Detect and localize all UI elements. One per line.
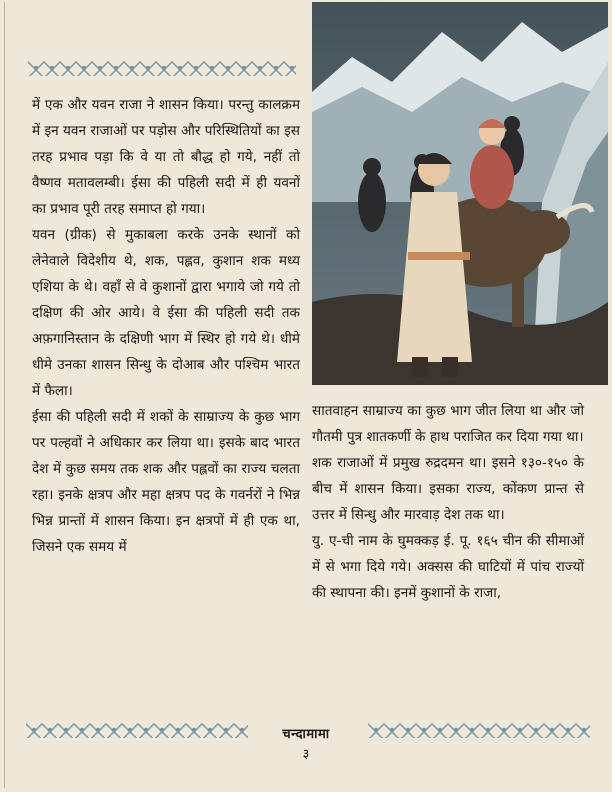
- paragraph: यु. ए-ची नाम के घुमक्कड़ ई. पू. १६५ चीन की सीमाओं में से भगा दिये गये। अक्सस की घाटियों में पांच राज्यों की स्थापना की। इनमें कुशानों के राजा,: [312, 533, 584, 601]
- article-left-column: [32, 92, 300, 560]
- paragraph: सातवाहन साम्राज्य का कुछ भाग जीत लिया था और जो गौतमी पुत्र शातकर्णी के हाथ पराजित कर दिया गया था।: [312, 403, 584, 445]
- paragraph: यवन (ग्रीक) से मुकाबला करके उनके स्थानों को लेनेवाले विदेशीय थे, शक, पह्लव, कुशान शक मध्य एशिया के थे। वहाँ से वे कुशानों द्वारा भगाये जो गये तो दक्षिण की ओर आये। वे ईसा की पहिली सदी तक अफ़गानिस्तान के दक्षिणी भाग में स्थिर हो गये थे। धीमे धीमे उनका शासन सिन्धु के दोआब और पश्चिम भारत में फैला।: [32, 227, 300, 399]
- article-right-column: [312, 398, 584, 606]
- decorative-border-bottom-left: [26, 722, 248, 738]
- illustration-travellers-with-yak: [312, 2, 608, 385]
- decorative-border-bottom-right: [368, 722, 590, 738]
- paragraph: में एक और यवन राजा ने शासन किया। परन्तु कालक्रम में इन यवन राजाओं पर पड़ोस और परिस्थितियों का इस तरह प्रभाव पड़ा कि वे या तो बौद्ध हो गये, नहीं तो वैष्णव मतावलम्बी। ईसा की पहिली सदी में ही यवनों का प्रभाव पूरी तरह समाप्त हो गया।: [32, 97, 300, 217]
- magazine-title: चन्दामामा: [282, 727, 330, 742]
- page-number: ३: [302, 747, 310, 762]
- paragraph: ईसा की पहिली सदी में शकों के साम्राज्य के कुछ भाग पर पल्हवों ने अधिकार कर लिया था। इसके बाद भारत देश में कुछ समय तक शक और पह्लवों का राज्य चलता रहा। इनके क्षत्रप और महा क्षत्रप पद के गवर्नरों ने भिन्न भिन्न प्रान्तों में शासन किया। इन क्षत्रपों में ही एक था, जिसने एक समय में: [32, 409, 300, 555]
- decorative-border-top: [28, 60, 296, 76]
- illustration-svg: [312, 2, 608, 385]
- paragraph: शक राजाओं में प्रमुख रुद्रदमन था। इसने १३०-१५० के बीच में शासन किया। इसका राज्य, कोंकण प्रान्त से उत्तर में सिन्धु और मारवाड़ देश तक था।: [312, 455, 584, 523]
